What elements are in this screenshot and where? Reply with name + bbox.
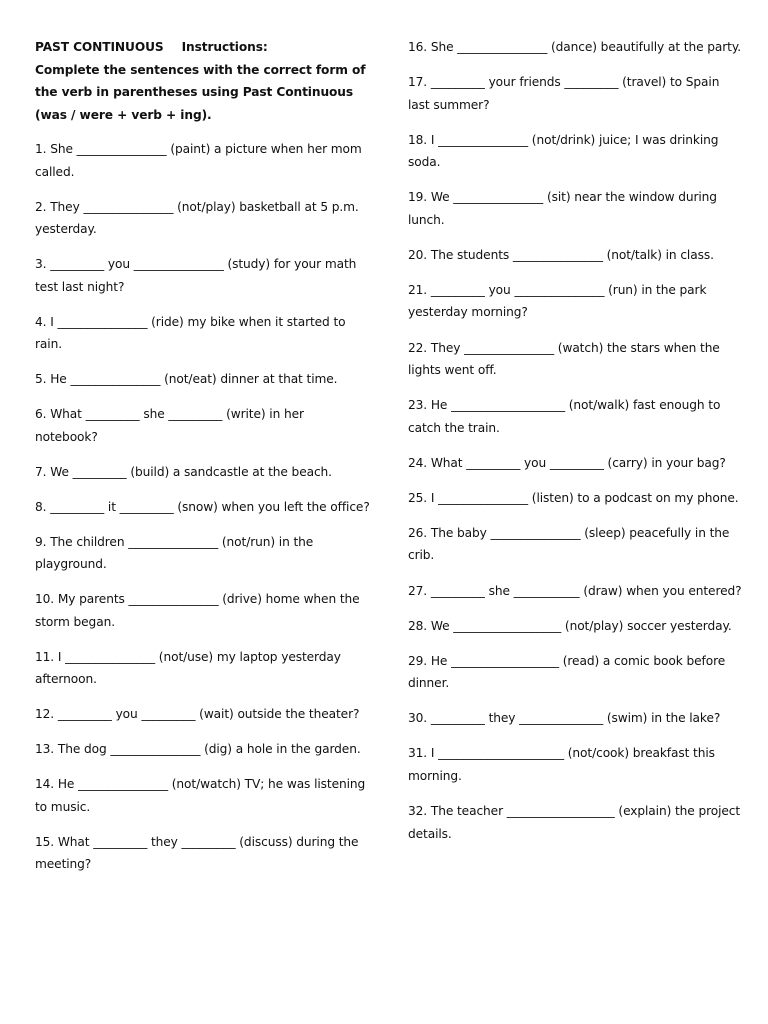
exercise-item: 23. He ___________________ (not/walk) fast enough to catch the train. — [408, 398, 721, 435]
exercise-item: 2. They _______________ (not/play) basketball at 5 p.m. yesterday. — [35, 199, 359, 236]
worksheet-header — [35, 36, 370, 59]
exercise-item: 6. What _________ she _________ (write) in her notebook? — [35, 407, 304, 444]
exercise-item: 21. _________ you _______________ (run) in the park yesterday morning? — [408, 282, 707, 320]
exercise-item: 19. We _______________ (sit) near the window during lunch. — [408, 190, 717, 227]
exercise-item: 17. _________ your friends _________ (travel) to Spain last summer? — [408, 75, 720, 112]
right-column — [408, 36, 743, 858]
exercise-item: 25. I _______________ (listen) to a podcast on my phone. — [408, 490, 739, 505]
exercise-item: 16. She _______________ (dance) beautifully at the party. — [408, 40, 741, 54]
exercise-item: 13. The dog _______________ (dig) a hole in the garden. — [35, 742, 361, 756]
exercise-item: 9. The children _______________ (not/run) in the playground. — [35, 534, 314, 571]
exercise-item: 32. The teacher __________________ (explain) the project details. — [408, 804, 741, 841]
exercise-item: 22. They _______________ (watch) the stars when the lights went off. — [408, 340, 720, 378]
exercise-item: 5. He _______________ (not/eat) dinner at that time. — [35, 372, 338, 386]
exercise-item: 4. I _______________ (ride) my bike when it started to rain. — [35, 314, 346, 351]
exercise-item: 14. He _______________ (not/watch) TV; he was listening to music. — [35, 777, 366, 814]
exercise-item: 8. _________ it _________ (snow) when you left the office? — [35, 499, 370, 514]
exercise-item: 31. I _____________________ (not/cook) breakfast this morning. — [408, 746, 715, 783]
exercise-item: 7. We _________ (build) a sandcastle at the beach. — [35, 464, 332, 479]
exercise-item: 30. _________ they ______________ (swim) in the lake? — [408, 711, 721, 726]
left-column — [35, 36, 370, 888]
exercise-item: 15. What _________ they _________ (discuss) during the meeting? — [35, 834, 359, 871]
exercise-item: 1. She _______________ (paint) a picture when her mom called. — [35, 142, 362, 179]
exercise-item: 18. I _______________ (not/drink) juice; I was drinking soda. — [408, 132, 719, 170]
worksheet-title: PAST CONTINUOUS — [35, 40, 164, 54]
exercise-item: 10. My parents _______________ (drive) home when the storm began. — [35, 592, 360, 629]
exercise-item: 24. What _________ you _________ (carry) in your bag? — [408, 455, 726, 470]
exercise-item: 11. I _______________ (not/use) my laptop yesterday afternoon. — [35, 649, 341, 686]
exercise-item: 26. The baby _______________ (sleep) peacefully in the crib. — [408, 525, 730, 563]
exercise-item: 20. The students _______________ (not/talk) in class. — [408, 247, 714, 262]
exercise-item: 29. He __________________ (read) a comic book before dinner. — [408, 653, 726, 691]
exercise-item: 27. _________ she ___________ (draw) when you entered? — [408, 583, 742, 598]
exercise-item: 3. _________ you _______________ (study) for your math test last night? — [35, 257, 357, 294]
exercise-item: 28. We __________________ (not/play) soccer yesterday. — [408, 618, 732, 633]
instructions-label: Instructions: — [181, 40, 268, 54]
instructions-text: Complete the sentences with the correct form of the verb in parentheses using Past Continuous (was / were + verb + ing). — [35, 62, 366, 122]
exercise-item: 12. _________ you _________ (wait) outside the theater? — [35, 707, 360, 721]
